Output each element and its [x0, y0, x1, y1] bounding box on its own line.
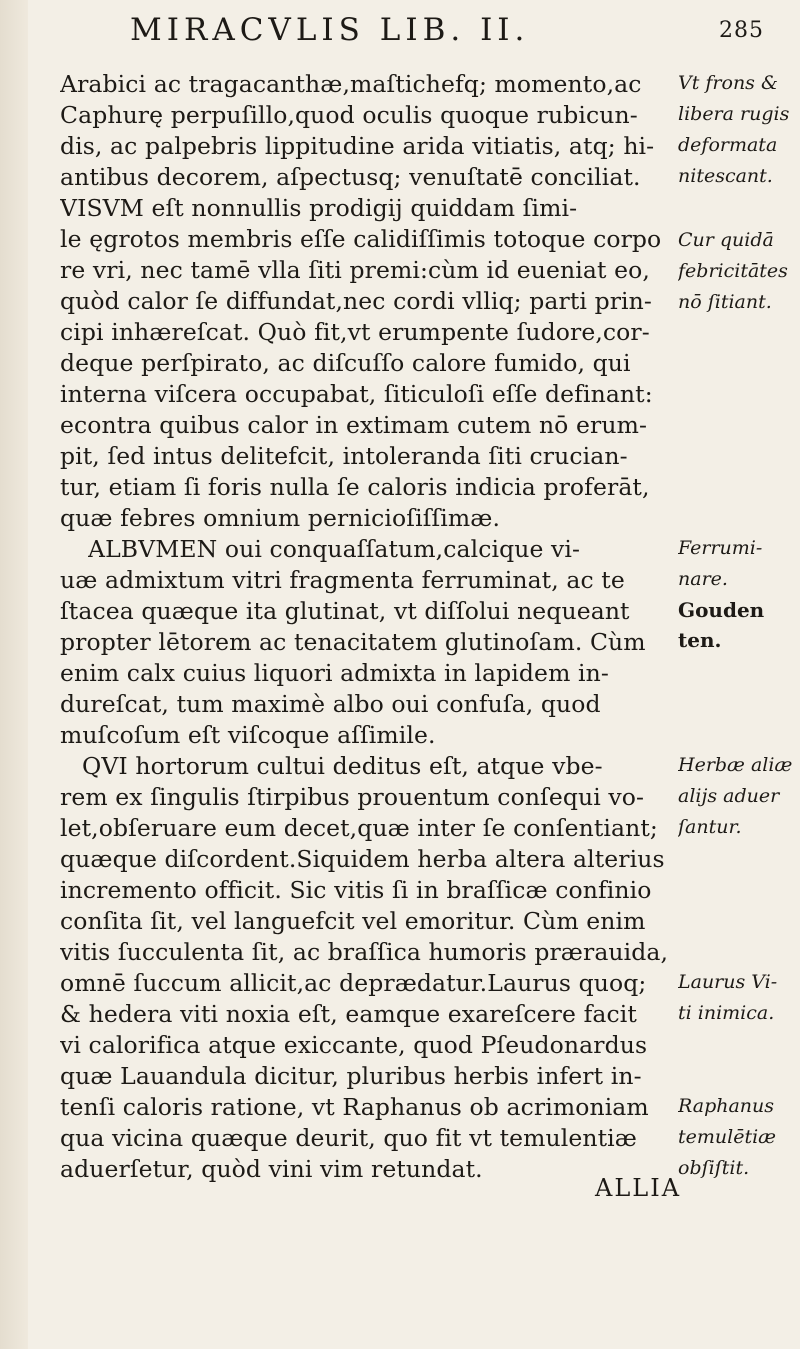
text-line: muſcoſum eſt viſcoque aſſimile.: [60, 721, 436, 749]
page-number: 285: [719, 18, 764, 43]
margin-gloss: deformata: [678, 134, 778, 156]
margin-gloss: libera rugis: [678, 103, 790, 125]
text-line: rem ex ſingulis ſtirpibus prouentum conſequi vo-: [60, 783, 645, 811]
text-line: aduerſetur, quòd vini vim retundat.: [60, 1155, 483, 1183]
text-line: quòd calor ſe diffundat,nec cordi vlliq; parti prin-: [60, 287, 652, 315]
text-line: tur, etiam ſi foris nulla ſe caloris indicia proferāt,: [60, 473, 650, 501]
text-line: dureſcat, tum maximè albo oui confuſa, quod: [60, 690, 601, 718]
text-line: conſita ſit, vel languefcit vel emoritur. Cùm enim: [60, 907, 646, 935]
margin-gloss: ti inimica.: [678, 1002, 775, 1024]
text-line: quæque diſcordent.Siquidem herba altera alterius: [60, 845, 665, 873]
text-line: ſtacea quæque ita glutinat, vt diſſolui nequeant: [60, 597, 630, 625]
margin-gloss: febricitātes: [678, 260, 788, 282]
margin-gloss: temulētiæ: [678, 1126, 777, 1148]
margin-gloss: Ferrumi-: [678, 537, 763, 559]
margin-gloss: nō ſitiant.: [678, 291, 772, 313]
text-line: antibus decorem, aſpectusq; venuſtatē conciliat.: [60, 163, 641, 191]
text-line: dis, ac palpebris lippitudine arida vitiatis, atq; hi-: [60, 132, 655, 160]
margin-gloss: Raphanus: [678, 1095, 775, 1117]
text-line: deque perſpirato, ac diſcuſſo calore fumido, qui: [60, 349, 631, 377]
text-line: omnē ſuccum allicit,ac deprædatur.Laurus quoq;: [60, 969, 647, 997]
text-line: uæ admixtum vitri fragmenta ferruminat, ac te: [60, 566, 625, 594]
text-line: quæ febres omnium pernicioſiſſimæ.: [60, 504, 501, 532]
margin-gloss: Gouden: [678, 598, 765, 622]
text-line: Caphurę perpuſillo,quod oculis quoque rubicun-: [60, 101, 638, 129]
page-gutter: [0, 0, 28, 1349]
text-line: incremento officit. Sic vitis ſi in braſſicæ confinio: [60, 876, 652, 904]
text-line: & hedera viti noxia eſt, eamque exareſcere facit: [60, 1000, 637, 1028]
margin-gloss: Cur quidā: [678, 229, 774, 251]
text-line: tenſi caloris ratione, vt Raphanus ob acrimoniam: [60, 1093, 649, 1121]
margin-gloss: Laurus Vi-: [678, 971, 778, 993]
text-line: enim calx cuius liquori admixta in lapidem in-: [60, 659, 609, 687]
text-line: Arabici ac tragacanthæ,maſtichefq; momento,ac: [60, 70, 642, 98]
margin-gloss: nitescant.: [678, 165, 773, 187]
text-line: vitis ſucculenta ſit, ac braſſica humoris prærauida,: [60, 938, 669, 966]
text-line: QVI hortorum cultui deditus eſt, atque vbe-: [82, 752, 603, 780]
text-line: quæ Lauandula dicitur, pluribus herbis infert in-: [60, 1062, 642, 1090]
text-line: pit, ſed intus delitefcit, intoleranda ſiti crucian-: [60, 442, 628, 470]
margin-gloss: obſiſtit.: [678, 1157, 750, 1179]
text-line: let,obſeruare eum decet,quæ inter ſe conſentiant;: [60, 814, 658, 842]
margin-gloss: Vt frons &: [678, 72, 778, 94]
margin-gloss: Herbæ aliæ: [678, 754, 793, 776]
text-line: qua vicina quæque deurit, quo fit vt temulentiæ: [60, 1124, 637, 1152]
catchword: ALLIA: [595, 1174, 682, 1202]
margin-gloss: nare.: [678, 568, 728, 590]
text-line: re vri, nec tamē vlla ſiti premi:cùm id eueniat eo,: [60, 256, 650, 284]
text-line: VISVM eſt nonnullis prodigij quiddam ſimi-: [60, 194, 578, 222]
text-line: le ęgrotos membris eſſe calidiſſimis totoque corpo: [60, 225, 662, 253]
text-line: ALBVMEN oui conquaſſatum,calcique vi-: [88, 535, 581, 563]
running-title: MIRACVLIS LIB. II.: [130, 12, 530, 48]
page-header: [130, 12, 770, 52]
text-line: econtra quibus calor in extimam cutem nō erum-: [60, 411, 647, 439]
margin-gloss: alijs aduer: [678, 785, 780, 807]
text-line: cipi inhæreſcat. Quò fit,vt erumpente ſudore,cor-: [60, 318, 650, 346]
text-line: vi calorifica atque exiccante, quod Pſeudonardus: [60, 1031, 648, 1059]
text-line: interna viſcera occupabat, ſiticuloſi eſſe definant:: [60, 380, 653, 408]
margin-gloss: ſantur.: [678, 816, 742, 838]
text-line: propter lētorem ac tenacitatem glutinoſam. Cùm: [60, 628, 646, 656]
margin-gloss: ten.: [678, 628, 722, 652]
